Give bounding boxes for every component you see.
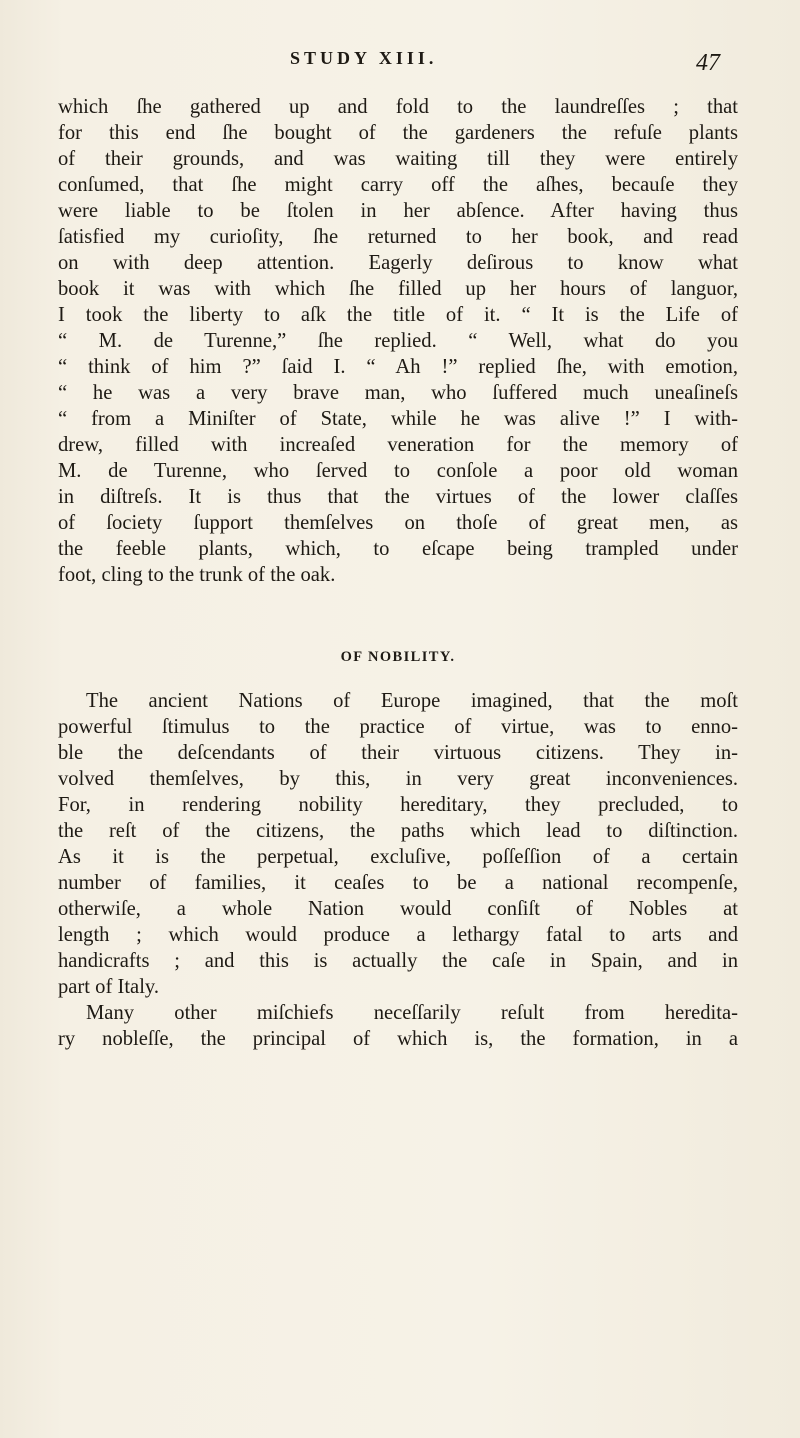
text-line: drew, filled with increaſed veneration for the memory of <box>58 434 738 456</box>
text-line: part of Italy. <box>58 976 160 998</box>
text-line: handicrafts ; and this is actually the caſe in Spain, and in <box>58 950 738 972</box>
text-line: of their grounds, and was waiting till they were entirely <box>58 148 738 170</box>
running-head <box>100 38 720 76</box>
text-line: otherwiſe, a whole Nation would conſiſt of Nobles at <box>58 898 738 920</box>
text-line: “ think of him ?” ſaid I. “ Ah !” replied ſhe, with emotion, <box>58 356 738 378</box>
text-line: As it is the perpetual, excluſive, poſſeſſion of a certain <box>58 846 738 868</box>
text-line: foot, cling to the trunk of the oak. <box>58 564 336 586</box>
text-line: powerful ſtimulus to the practice of virtue, was to enno- <box>58 716 738 738</box>
text-line: in diſtreſs. It is thus that the virtues of the lower claſſes <box>58 486 738 508</box>
text-line: were liable to be ſtolen in her abſence. After having thus <box>58 200 738 222</box>
text-line: the feeble plants, which, to eſcape being trampled under <box>58 538 738 560</box>
page-number: 47 <box>696 50 720 76</box>
text-line: number of families, it ceaſes to be a national recompenſe, <box>58 872 738 894</box>
text-line: The ancient Nations of Europe imagined, that the moſt <box>86 690 738 712</box>
text-line: conſumed, that ſhe might carry off the aſhes, becauſe they <box>58 174 738 196</box>
text-line: “ from a Miniſter of State, while he was alive !” I with- <box>58 408 738 430</box>
text-line: ry nobleſſe, the principal of which is, the formation, in a <box>58 1028 738 1050</box>
text-line: “ he was a very brave man, who ſuffered much uneaſineſs <box>58 382 738 404</box>
body-text <box>58 94 738 1052</box>
text-line: which ſhe gathered up and fold to the laundreſſes ; that <box>58 96 738 118</box>
text-line: for this end ſhe bought of the gardeners the refuſe plants <box>58 122 738 144</box>
text-line: I took the liberty to aſk the title of it. “ It is the Life of <box>58 304 738 326</box>
running-head-title: STUDY XIII. <box>290 48 438 68</box>
text-line: Many other miſchiefs neceſſarily reſult from heredita- <box>86 1002 738 1024</box>
text-line: on with deep attention. Eagerly deſirous to know what <box>58 252 738 274</box>
text-line: of ſociety ſupport themſelves on thoſe of great men, as <box>58 512 738 534</box>
text-line: ble the deſcendants of their virtuous citizens. They in- <box>58 742 738 764</box>
text-line: length ; which would produce a lethargy fatal to arts and <box>58 924 738 946</box>
text-line: M. de Turenne, who ſerved to conſole a poor old woman <box>58 460 738 482</box>
section-heading: OF NOBILITY. <box>340 649 456 665</box>
text-line: “ M. de Turenne,” ſhe replied. “ Well, what do you <box>58 330 738 352</box>
text-line: the reſt of the citizens, the paths which lead to diſtinction. <box>58 820 738 842</box>
paragraph-nobility <box>58 688 738 1052</box>
text-line: ſatisfied my curioſity, ſhe returned to her book, and read <box>58 226 738 248</box>
text-line: volved themſelves, by this, in very great inconveniences. <box>58 768 738 790</box>
paragraph-continued <box>58 94 738 588</box>
text-line: book it was with which ſhe filled up her hours of languor, <box>58 278 738 300</box>
text-line: For, in rendering nobility hereditary, they precluded, to <box>58 794 738 816</box>
